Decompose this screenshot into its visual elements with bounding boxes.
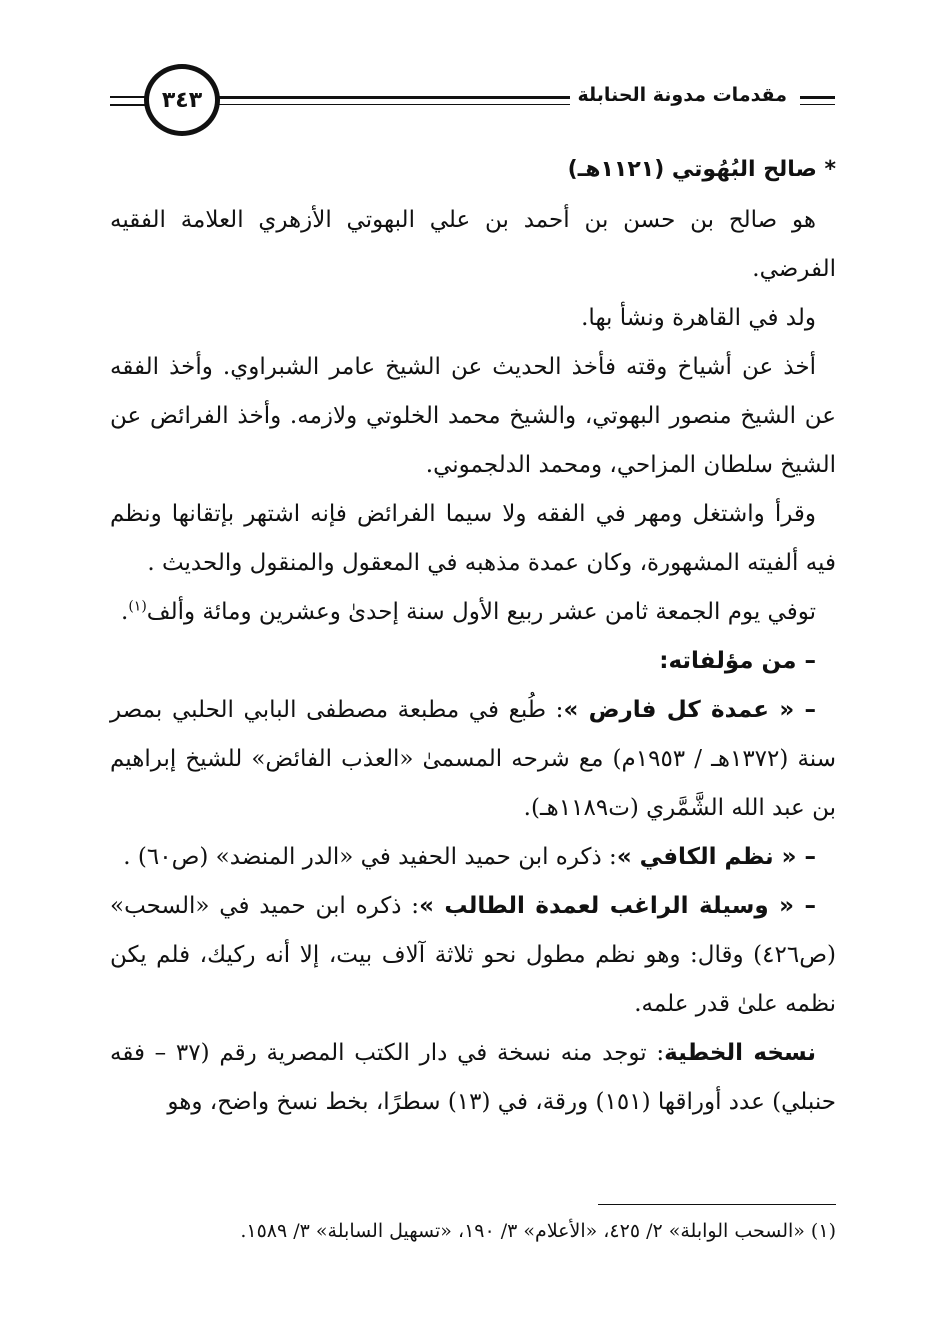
- header-rule: [800, 96, 835, 99]
- running-title: مقدمات مدونة الحنابلة: [570, 84, 795, 106]
- footnote: (١) «السحب الوابلة» ٢/ ٤٢٥، «الأعلام» ٣/ ١٩٠، «تسهيل السابلة» ٣/ ١٥٨٩.: [240, 1220, 836, 1242]
- work-description: : ذكره ابن حميد في «السحب» (ص٤٢٦) وقال: وهو نظم مطول نحو ثلاثة آلاف بيت، إلا أنه ركيك، فلم يكن نظمه علىٰ قدر علمه.: [110, 893, 836, 1017]
- page-header: [110, 62, 835, 142]
- paragraph-text: توفي يوم الجمعة ثامن عشر ربيع الأول سنة إحدىٰ وعشرين ومائة وألف: [146, 599, 816, 625]
- work-item: [110, 882, 836, 1029]
- works-heading: – من مؤلفاته:: [659, 648, 816, 674]
- manuscripts-label: نسخه الخطية: [664, 1040, 816, 1066]
- work-description: : ذكره ابن حميد الحفيد في «الدر المنضد» (ص٦٠) .: [123, 844, 617, 870]
- work-item: [110, 686, 836, 833]
- paragraph: ولد في القاهرة ونشأ بها.: [581, 305, 816, 331]
- manuscripts-paragraph: [110, 1029, 836, 1127]
- footnote-reference: (١): [128, 598, 147, 615]
- header-rule: [110, 104, 148, 106]
- header-rule: [110, 96, 148, 98]
- page-number-circle: [144, 64, 220, 136]
- work-title: – « عمدة كل فارض »: [563, 697, 816, 723]
- footnote-separator: [598, 1204, 836, 1205]
- work-description: : طُبع في مطبعة مصطفى البابي الحلبي بمصر سنة (١٣٧٢هـ / ١٩٥٣م) مع شرحه المسمىٰ «العذب الفائض» للشيخ إبراهيم بن عبد الله الشَّمَّري (ت١١٨٩هـ).: [110, 697, 836, 821]
- page-number: ٣٤٣: [161, 87, 203, 113]
- header-rule: [800, 104, 835, 105]
- paragraph: وقرأ واشتغل ومهر في الفقه ولا سيما الفرائض فإنه اشتهر بإتقانها ونظم فيه ألفيته المشهورة، وكان عمدة مذهبه في المعقول والمنقول والحديث .: [110, 501, 836, 576]
- paragraph: هو صالح بن حسن بن أحمد بن علي البهوتي الأزهري العلامة الفقيه الفرضي.: [110, 207, 836, 282]
- biography-heading: * صالح البُهُوتي (١١٢١هـ): [567, 157, 836, 182]
- work-title: – « نظم الكافي »: [616, 844, 816, 870]
- paragraph: [110, 588, 836, 637]
- main-text: [110, 148, 836, 1127]
- work-title: – « وسيلة الراغب لعمدة الطالب »: [419, 893, 816, 919]
- paragraph: أخذ عن أشياخ وقته فأخذ الحديث عن الشيخ عامر الشبراوي. وأخذ الفقه عن الشيخ منصور البهوتي، والشيخ محمد الخلوتي ولازمه. وأخذ الفرائض عن الشيخ سلطان المزاحي، ومحمد الدلجموني.: [110, 354, 836, 478]
- work-item: [110, 833, 836, 882]
- manuscripts-text: : توجد منه نسخة في دار الكتب المصرية رقم (٣٧ – فقه حنبلي) عدد أوراقها (١٥١) ورقة، في (١٣) سطرًا، بخط نسخ واضح، وهو: [110, 1040, 836, 1115]
- paragraph-end: .: [121, 599, 129, 625]
